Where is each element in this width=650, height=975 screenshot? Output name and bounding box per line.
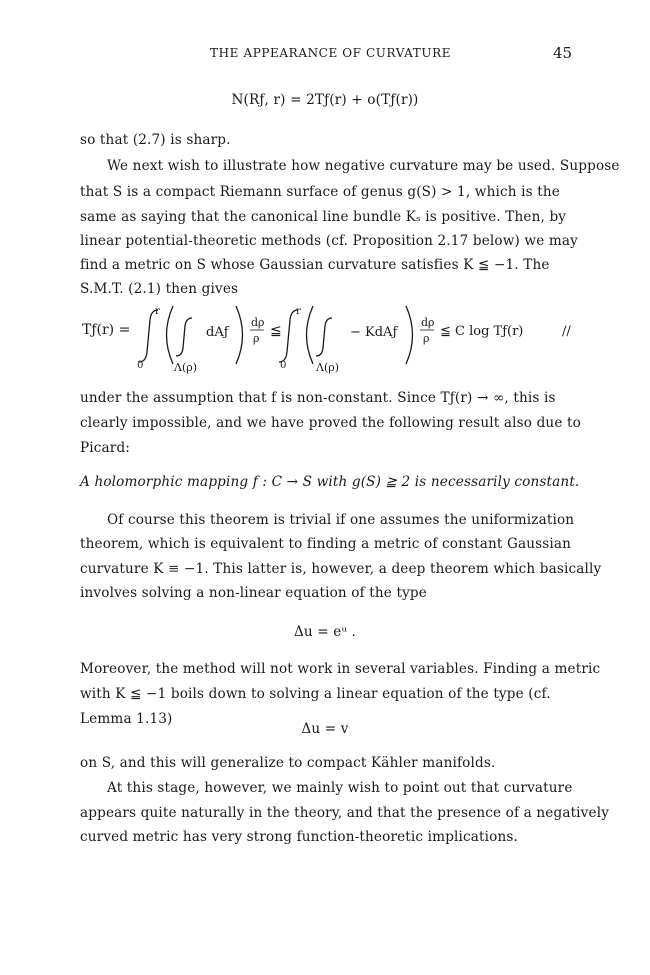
body-line: Of course this theorem is trivial if one assumes the uniformization [107,512,575,528]
qed-mark: // [562,324,571,339]
body-line: clearly impossible, and we have proved the following result also due to [80,415,581,431]
body-line: appears quite naturally in the theory, and that the presence of a negatively [80,805,610,821]
body-line: Moreover, the method will not work in several variables. Finding a metric [80,661,601,677]
region-label: Λ(ρ) [174,361,197,374]
eq-rhs: ≦ C log Tƒ(r) [440,324,524,339]
measure-num: dρ [251,316,265,329]
body-line: linear potential-theoretic methods (cf. Proposition 2.17 below) we may [80,233,579,249]
upper-limit: r [155,306,160,317]
left-paren [167,306,174,364]
smt-display-equation [0,300,650,375]
body-line: under the assumption that f is non-constant. Since Tƒ(r) → ∞, this is [80,390,556,406]
page-header [0,44,650,64]
measure-num: dρ [421,316,435,329]
leq-sign: ≦ [270,323,282,339]
body-line: We next wish to illustrate how negative curvature may be used. Suppose [107,158,620,174]
body-line: involves solving a non-linear equation of the type [80,585,427,601]
body-line: curvature K ≡ −1. This latter is, however, a deep theorem which basically [80,561,602,577]
region-label: Λ(ρ) [316,361,339,374]
outer-integral-sign [139,310,158,362]
eq-lhs: Tƒ(r) = [82,322,131,338]
body-line: that S is a compact Riemann surface of genus g(S) > 1, which is the [80,184,560,200]
inner-integral-sign [176,318,192,356]
area-element: dAƒ [206,325,229,340]
body-line: S.M.T. (2.1) then gives [80,281,239,297]
measure-den: ρ [423,332,430,345]
inner-integral-sign [316,318,332,356]
lower-limit: 0 [137,360,144,371]
body-line: At this stage, however, we mainly wish to point out that curvature [107,780,573,796]
body-line: with K ≦ −1 boils down to solving a linear equation of the type (cf. [80,686,551,702]
right-paren [236,306,243,364]
measure-den: ρ [253,332,260,345]
outer-integral-sign [279,310,298,362]
equation-laplace-exp: Δu = eᵘ . [293,624,357,640]
page-number: 45 [553,44,573,62]
upper-limit: r [296,306,301,317]
equation-laplace-linear: Δu = v [301,721,349,737]
body-line: Picard: [80,440,131,456]
body-line: theorem, which is equivalent to finding a metric of constant Gaussian [80,536,572,552]
body-line: same as saying that the canonical line bundle Kₛ is positive. Then, by [80,209,567,225]
body-line: on S, and this will generalize to compact Kähler manifolds. [80,755,496,771]
body-line: so that (2.7) is sharp. [80,132,231,148]
theorem-statement: A holomorphic mapping f : C → S with g(S) ≧ 2 is necessarily constant. [80,474,580,490]
left-paren [307,306,314,364]
running-title: THE APPEARANCE OF CURVATURE [210,46,452,60]
body-line: find a metric on S whose Gaussian curvature satisfies K ≦ −1. The [80,257,550,273]
curvature-area-element: − KdAƒ [350,325,398,340]
right-paren [406,306,413,364]
body-line: curved metric has very strong function-theoretic implications. [80,829,519,845]
equation-top: N(Rƒ, r) = 2Tƒ(r) + o(Tƒ(r)) [231,92,419,108]
body-line: Lemma 1.13) [80,711,173,727]
lower-limit: 0 [280,360,287,371]
